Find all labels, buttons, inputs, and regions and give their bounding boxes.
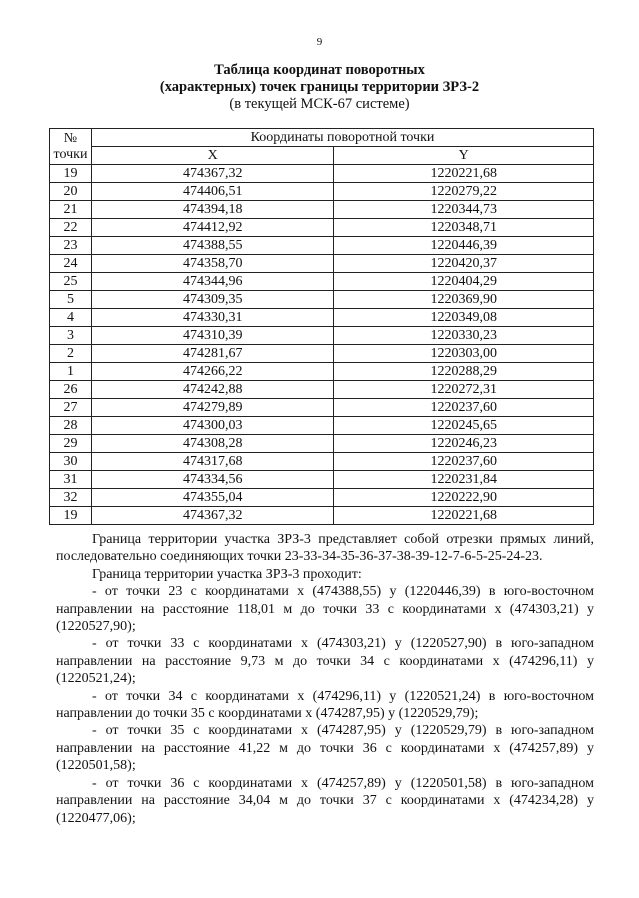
cell-point: 1 bbox=[50, 363, 92, 381]
cell-y: 1220420,37 bbox=[334, 255, 594, 273]
cell-point: 20 bbox=[50, 183, 92, 201]
cell-point: 19 bbox=[50, 165, 92, 183]
table-row bbox=[50, 435, 594, 453]
cell-x: 474310,39 bbox=[91, 327, 334, 345]
cell-x: 474317,68 bbox=[91, 453, 334, 471]
cell-x: 474412,92 bbox=[91, 219, 334, 237]
cell-point: 5 bbox=[50, 291, 92, 309]
paragraph: - от точки 35 с координатами х (474287,95) у (1220529,79) в юго-западном направлении на расстояние 41,22 м до точки 36 с координатами х (474257,89) у (1220501,58); bbox=[56, 723, 594, 774]
cell-x: 474300,03 bbox=[91, 417, 334, 435]
table-row bbox=[50, 417, 594, 435]
table-row bbox=[50, 489, 594, 507]
cell-x: 474358,70 bbox=[91, 255, 334, 273]
title-line-2: (характерных) точек границы территории ЗРЗ-2 bbox=[159, 79, 480, 95]
cell-y: 1220369,90 bbox=[334, 291, 594, 309]
table-row bbox=[50, 291, 594, 309]
cell-point: 24 bbox=[50, 255, 92, 273]
header-y: Y bbox=[334, 147, 594, 165]
cell-point: 32 bbox=[50, 489, 92, 507]
table-row bbox=[50, 165, 594, 183]
table-row bbox=[50, 345, 594, 363]
cell-point: 3 bbox=[50, 327, 92, 345]
cell-x: 474388,55 bbox=[91, 237, 334, 255]
cell-point: 25 bbox=[50, 273, 92, 291]
title-line-3: (в текущей МСК-67 системе) bbox=[229, 96, 410, 112]
cell-point: 19 bbox=[50, 507, 92, 525]
paragraph: - от точки 33 с координатами х (474303,21) у (1220527,90) в юго-западном направлении на расстояние 9,73 м до точки 34 с координатами х (474296,11) у (1220521,24); bbox=[56, 636, 594, 687]
table-row bbox=[50, 255, 594, 273]
page-number: 9 bbox=[316, 36, 323, 48]
cell-point: 2 bbox=[50, 345, 92, 363]
cell-x: 474308,28 bbox=[91, 435, 334, 453]
cell-y: 1220221,68 bbox=[334, 507, 594, 525]
header-num-label: точки bbox=[53, 146, 88, 162]
paragraph: - от точки 36 с координатами х (474257,89) у (1220501,58) в юго-западном направлении на расстояние 34,04 м до точки 37 с координатами х (474234,28) у (1220477,06); bbox=[56, 775, 594, 826]
table-title bbox=[0, 62, 639, 113]
cell-point: 4 bbox=[50, 309, 92, 327]
cell-point: 31 bbox=[50, 471, 92, 489]
paragraph: Граница территории участка ЗРЗ-3 проходит: bbox=[92, 566, 362, 582]
table-row bbox=[50, 219, 594, 237]
title-line-1: Таблица координат поворотных bbox=[214, 62, 425, 78]
cell-y: 1220245,65 bbox=[334, 417, 594, 435]
paragraph: Граница территории участка ЗРЗ-3 представляет собой отрезки прямых линий, последовательно соединяющих точки 23-33-34-35-36-37-38-39-12-7-6-5-25-24-23. bbox=[56, 532, 594, 565]
cell-x: 474394,18 bbox=[91, 201, 334, 219]
header-coordinates-group: Координаты поворотной точки bbox=[91, 129, 593, 147]
cell-y: 1220279,22 bbox=[334, 183, 594, 201]
table-row bbox=[50, 399, 594, 417]
cell-point: 23 bbox=[50, 237, 92, 255]
cell-point: 21 bbox=[50, 201, 92, 219]
cell-y: 1220288,29 bbox=[334, 363, 594, 381]
table-row bbox=[50, 183, 594, 201]
cell-point: 22 bbox=[50, 219, 92, 237]
cell-y: 1220246,23 bbox=[334, 435, 594, 453]
cell-x: 474355,04 bbox=[91, 489, 334, 507]
cell-x: 474344,96 bbox=[91, 273, 334, 291]
boundary-description bbox=[56, 531, 594, 827]
cell-x: 474406,51 bbox=[91, 183, 334, 201]
cell-y: 1220348,71 bbox=[334, 219, 594, 237]
paragraph: - от точки 34 с координатами х (474296,11) у (1220521,24) в юго-восточном направлении до точки 35 с координатами х (474287,95) у (1220529,79); bbox=[56, 688, 594, 722]
table-row bbox=[50, 273, 594, 291]
cell-x: 474281,67 bbox=[91, 345, 334, 363]
table-row bbox=[50, 309, 594, 327]
table-row bbox=[50, 381, 594, 399]
cell-x: 474309,35 bbox=[91, 291, 334, 309]
cell-y: 1220446,39 bbox=[334, 237, 594, 255]
cell-point: 26 bbox=[50, 381, 92, 399]
cell-point: 27 bbox=[50, 399, 92, 417]
cell-x: 474334,56 bbox=[91, 471, 334, 489]
cell-y: 1220303,00 bbox=[334, 345, 594, 363]
cell-y: 1220237,60 bbox=[334, 399, 594, 417]
cell-x: 474266,22 bbox=[91, 363, 334, 381]
cell-x: 474367,32 bbox=[91, 165, 334, 183]
header-point-number bbox=[50, 129, 92, 165]
cell-y: 1220237,60 bbox=[334, 453, 594, 471]
header-x: X bbox=[91, 147, 334, 165]
table-row bbox=[50, 363, 594, 381]
cell-x: 474242,88 bbox=[91, 381, 334, 399]
cell-y: 1220222,90 bbox=[334, 489, 594, 507]
table-row bbox=[50, 471, 594, 489]
table-row bbox=[50, 201, 594, 219]
table-row bbox=[50, 237, 594, 255]
cell-x: 474330,31 bbox=[91, 309, 334, 327]
cell-point: 28 bbox=[50, 417, 92, 435]
cell-y: 1220272,31 bbox=[334, 381, 594, 399]
cell-x: 474367,32 bbox=[91, 507, 334, 525]
paragraph: - от точки 23 с координатами х (474388,55) у (1220446,39) в юго-восточном направлении на расстояние 118,01 м до точки 33 с координатами х (474303,21) у (1220527,90); bbox=[56, 584, 594, 635]
cell-y: 1220344,73 bbox=[334, 201, 594, 219]
cell-y: 1220349,08 bbox=[334, 309, 594, 327]
header-num-symbol: № bbox=[63, 130, 78, 146]
coordinates-table bbox=[49, 128, 594, 525]
table-row bbox=[50, 327, 594, 345]
table-body bbox=[50, 165, 594, 525]
cell-y: 1220221,68 bbox=[334, 165, 594, 183]
table-row bbox=[50, 453, 594, 471]
table-row bbox=[50, 507, 594, 525]
cell-point: 30 bbox=[50, 453, 92, 471]
cell-y: 1220404,29 bbox=[334, 273, 594, 291]
cell-x: 474279,89 bbox=[91, 399, 334, 417]
cell-y: 1220330,23 bbox=[334, 327, 594, 345]
cell-point: 29 bbox=[50, 435, 92, 453]
cell-y: 1220231,84 bbox=[334, 471, 594, 489]
